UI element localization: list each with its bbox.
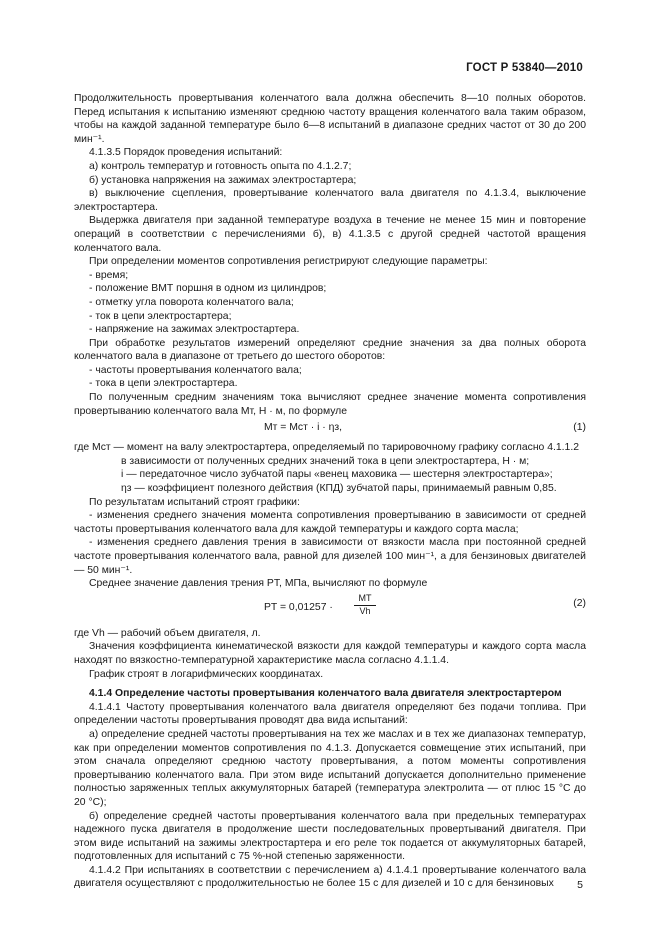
- document-header: ГОСТ Р 53840—2010: [466, 62, 583, 74]
- fraction-denominator: Vh: [359, 605, 371, 616]
- list-item: - ток в цепи электростартера;: [89, 310, 232, 322]
- section-heading: 4.1.4 Определение частоты провертывания коленчатого вала двигателя электростартером: [89, 688, 562, 700]
- list-item: в) выключение сцепления, провертывание коленчатого вала двигателя по 4.1.3.4, выключение электростартера.: [74, 188, 586, 213]
- clause-heading: 4.1.3.5 Порядок проведения испытаний:: [89, 147, 283, 159]
- list-item: б) определение средней частоты провертывания коленчатого вала при предельных температурах надежного пуска двигателя в продолжение шести последовательных провертываний двигателя. При этом виде испытаний на зажимы электростартера и его реле ток подается от аккумуляторных батарей, подготовленных для испытаний с 75 %-ной степенью заряженности.: [74, 810, 586, 863]
- paragraph: Значения коэффициента кинематической вязкости для каждой температуры и каждого сорта масла находят по вязкостно-температурной характеристике масла согласно 4.1.1.4.: [74, 641, 586, 666]
- list-item: - отметку угла поворота коленчатого вала;: [89, 296, 294, 308]
- list-item: - изменения среднего значения момента сопротивления провертыванию в зависимости от средней частоты провертывания коленчатого вала для каждой температуры и каждого сорта масла;: [74, 510, 586, 535]
- paragraph: Среднее значение давления трения PT, МПа, вычисляют по формуле: [89, 578, 428, 590]
- list-item: - тока в цепи электростартера.: [89, 378, 238, 390]
- formula-number: (1): [573, 422, 586, 434]
- list-item: - положение ВМТ поршня в одном из цилиндров;: [89, 283, 327, 295]
- list-item: - частоты провертывания коленчатого вала;: [89, 364, 302, 376]
- list-item: а) определение средней частоты провертывания на тех же маслах и в тех же диапазонах температур, как при определении моментов сопротивления по 4.1.3. Допускается совмещение этих испытаний, при этом сначала определяют среднюю частоту провертывания, а потом моменты сопротивления провертыванию коленчатого вала. При этом виде испытаний допускается дополнительно применение полностью заряженных теплых аккумуляторных батарей (температура электролита — от плюс 15 °С до 20 °С);: [74, 728, 586, 808]
- list-item: - время;: [89, 269, 129, 281]
- formula-number: (2): [573, 597, 586, 609]
- paragraph: 4.1.4.1 Частоту провертывания коленчатого вала двигателя определяют без подачи топлива. При определении частоты провертывания проводят два вида испытаний:: [74, 701, 586, 727]
- formula-legend: ηз — коэффициент полезного действия (КПД) зубчатой пары, принимаемый равным 0,85.: [121, 483, 557, 495]
- paragraph: При определении моментов сопротивления регистрируют следующие параметры:: [89, 256, 488, 268]
- fraction-numerator: MT: [354, 593, 376, 606]
- paragraph: Продолжительность провертывания коленчатого вала должна обеспечить 8—10 полных оборотов. Перед испытания к испытанию изменяют среднюю частоту вращения коленчатого вала таким образом, чтобы на каждой заданной температуре было 6—8 испытаний в диапазоне средних частот от 30 до 200 мин⁻¹.: [74, 93, 586, 145]
- formula-fraction: [354, 593, 376, 617]
- formula-legend: где Vh — рабочий объем двигателя, л.: [74, 627, 261, 639]
- paragraph: По полученным средним значениям тока вычисляют среднее значение момента сопротивления провертыванию коленчатого вала Mт, Н · м, по формуле: [74, 392, 586, 417]
- paragraph: 4.1.4.2 При испытаниях в соответствии с перечислением а) 4.1.4.1 провертывание коленчатого вала двигателя осуществляют с продолжительностью не более 15 с для дизелей и 10 с для бензиновых: [74, 864, 586, 890]
- list-item: - напряжение на зажимах электростартера.: [89, 324, 300, 336]
- paragraph: По результатам испытаний строят графики:: [89, 496, 300, 508]
- formula-2: [74, 593, 586, 623]
- formula-legend: i — передаточное число зубчатой пары «венец маховика — шестерня электростартера»;: [121, 469, 553, 481]
- formula-legend: в зависимости от полученных средних значений тока в цепи электростартера, Н · м;: [121, 455, 530, 467]
- list-item: а) контроль температур и готовность опыта по 4.1.2.7;: [89, 160, 352, 172]
- paragraph: Выдержка двигателя при заданной температуре воздуха в течение не менее 15 мин и повторение операций в соответствии с перечислениями б), в) 4.1.3.5 с другой средней частотой вращения коленчатого вала.: [74, 215, 586, 254]
- page-number: 5: [577, 879, 583, 891]
- list-item: б) установка напряжения на зажимах электростартера;: [89, 174, 357, 186]
- formula-expression: PT = 0,01257 ·: [264, 601, 333, 613]
- paragraph: График строят в логарифмических координатах.: [89, 668, 324, 680]
- formula-legend: где Mст — момент на валу электростартера, определяемый по тарировочному графику согласно 4.1.1.2: [74, 442, 579, 454]
- formula-1: [74, 421, 586, 437]
- document-body: [74, 92, 586, 891]
- formula-expression: Mт = Mст · i · ηз,: [264, 422, 343, 434]
- paragraph: При обработке результатов измерений определяют средние значения за два полных оборота коленчатого вала в диапазоне от третьего до шестого оборотов:: [74, 337, 586, 363]
- list-item: - изменения среднего давления трения в зависимости от вязкости масла при постоянной средней частоте провертывания коленчатого вала, равной для дизелей 100 мин⁻¹, а для бензиновых двигателей — 50 мин⁻¹.: [74, 537, 586, 576]
